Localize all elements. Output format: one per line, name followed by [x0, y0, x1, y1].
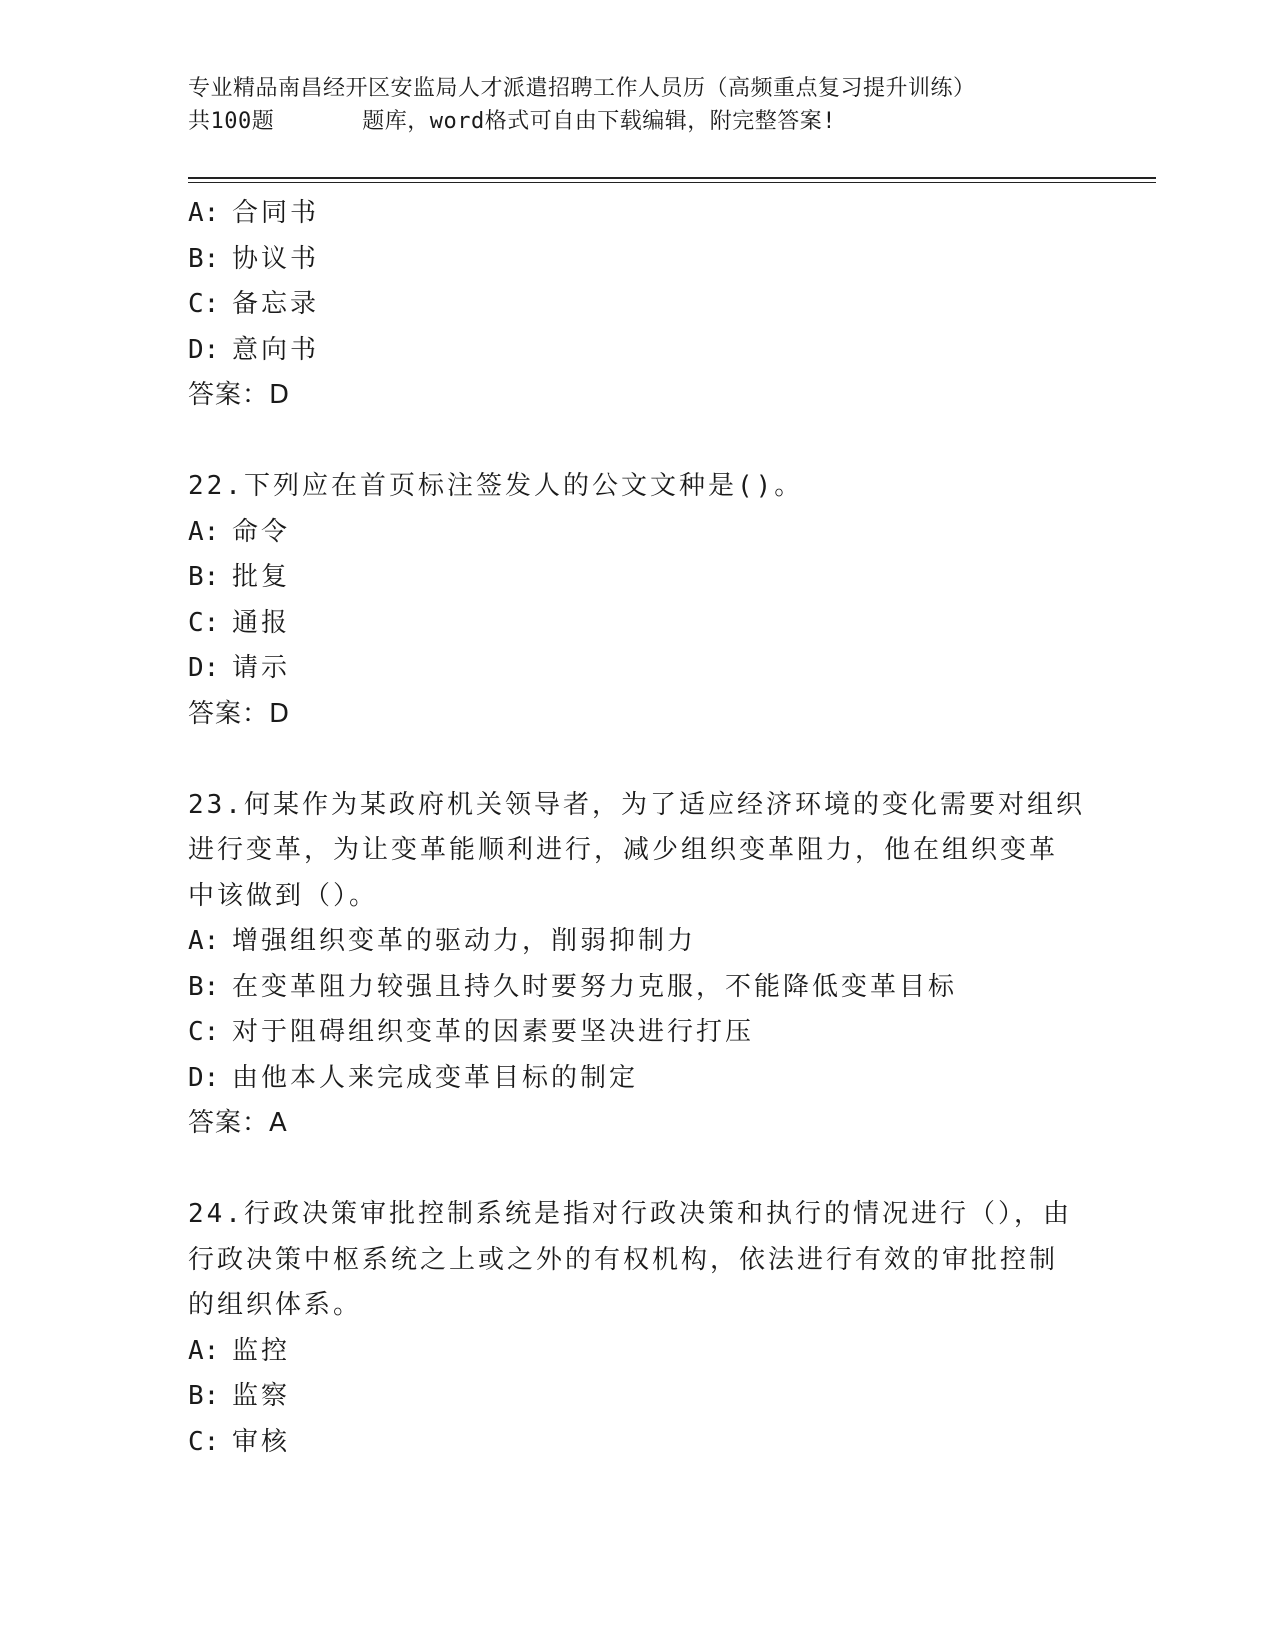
- question-stem: 进行变革，为让变革能顺利进行，减少组织变革阻力，他在组织变革: [188, 835, 1059, 865]
- question-content: [188, 191, 1088, 1465]
- option-d: D: 请示: [188, 653, 291, 683]
- option-c: C: 审核: [188, 1426, 291, 1457]
- option-d: D: 意向书: [188, 334, 320, 365]
- option-a: A: 监控: [188, 1335, 291, 1366]
- option-b: B: 在变革阻力较强且持久时要努力克服，不能降低变革目标: [188, 971, 958, 1002]
- option-b: B: 监察: [188, 1381, 291, 1411]
- option-c: C: 对于阻碍组织变革的因素要坚决进行打压: [188, 1017, 755, 1047]
- answer-line: 答案：D: [188, 698, 291, 729]
- question-stem: 22.下列应在首页标注签发人的公文文种是()。: [188, 471, 804, 501]
- question-24: [188, 1192, 1088, 1465]
- answer-line: 答案：D: [188, 380, 291, 410]
- header-divider-thin: [188, 182, 1156, 183]
- question-21: [188, 191, 1088, 419]
- question-stem: 23.何某作为某政府机关领导者，为了适应经济环境的变化需要对组织: [188, 789, 1085, 820]
- option-c: C: 备忘录: [188, 289, 320, 319]
- option-b: B: 批复: [188, 562, 291, 592]
- question-stem: 的组织体系。: [188, 1290, 363, 1320]
- question-stem: 中该做到（）。: [188, 880, 379, 911]
- header-subtitle-line: [188, 105, 1148, 138]
- header-description: 题库，word格式可自由下载编辑，附完整答案!: [362, 109, 836, 134]
- option-a: A: 增强组织变革的驱动力，削弱抑制力: [188, 926, 697, 956]
- question-stem: 24.行政决策审批控制系统是指对行政决策和执行的情况进行（），由: [188, 1199, 1072, 1229]
- header-divider-thick: [188, 177, 1156, 179]
- header-question-count: 共100题: [188, 109, 275, 134]
- option-c: C: 通报: [188, 607, 291, 638]
- question-22: [188, 464, 1088, 737]
- answer-line: 答案：A: [188, 1108, 288, 1138]
- option-d: D: 由他本人来完成变革目标的制定: [188, 1062, 639, 1093]
- option-b: B: 协议书: [188, 243, 320, 274]
- page-header: [188, 72, 1148, 138]
- header-title-line: 专业精品南昌经开区安监局人才派遣招聘工作人员历（高频重点复习提升训练）: [188, 76, 976, 101]
- option-a: A: 命令: [188, 516, 291, 547]
- option-a: A: 合同书: [188, 198, 320, 228]
- question-stem: 行政决策中枢系统之上或之外的有权机构，依法进行有效的审批控制: [188, 1244, 1059, 1275]
- question-23: [188, 783, 1088, 1147]
